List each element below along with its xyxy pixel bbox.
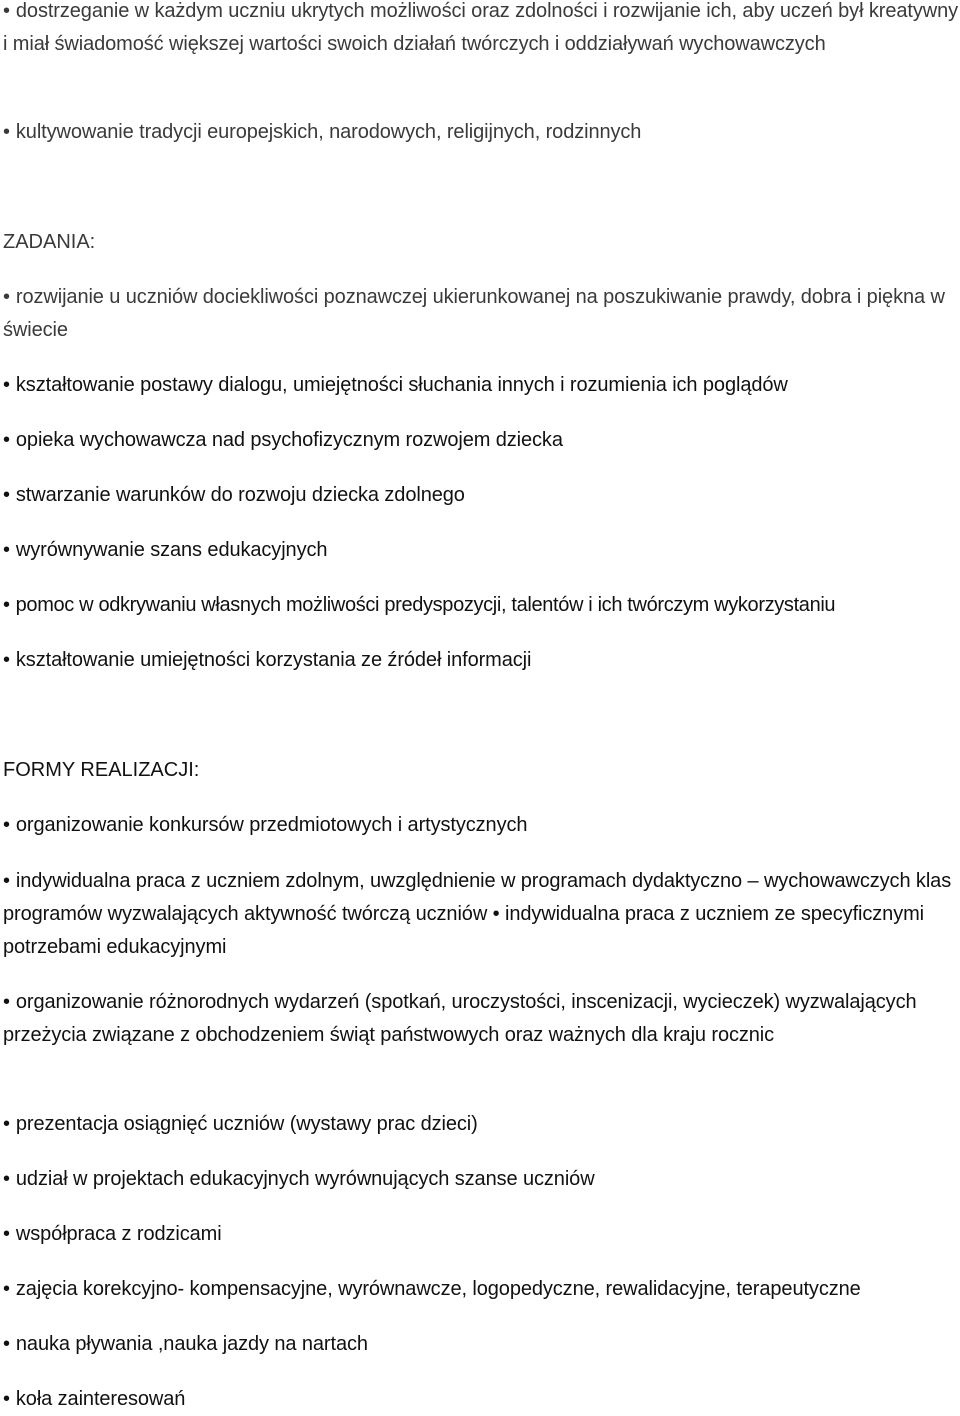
list-item-text: zajęcia korekcyjno- kompensacyjne, wyrównawcze, logopedyczne, rewalidacyjne, terapeutyczne — [15, 1278, 861, 1300]
list-item — [3, 479, 959, 512]
bullet: • — [3, 991, 10, 1013]
list-item — [3, 0, 959, 61]
list-item-text: pomoc w odkrywaniu własnych możliwości predyspozycji, talentów i ich twórczym wykorzystaniu — [15, 594, 836, 616]
list-item-text: koła zainteresowań — [15, 1388, 186, 1410]
bullet: • — [3, 286, 10, 308]
list-item — [3, 534, 959, 567]
bullet: • — [3, 649, 10, 671]
list-item-text: wyrównywanie szans edukacyjnych — [15, 539, 328, 561]
list-item — [3, 281, 959, 347]
bullet: • — [3, 594, 10, 616]
bullet: • — [3, 484, 10, 506]
list-item — [3, 986, 959, 1052]
list-item-text: organizowanie konkursów przedmiotowych i artystycznych — [15, 814, 528, 836]
list-item — [3, 865, 959, 964]
list-item-text: rozwijanie u uczniów dociekliwości poznawczej ukierunkowanej na poszukiwanie prawdy, dobra i piękna w świecie — [3, 286, 945, 341]
bullet: • — [3, 1113, 10, 1135]
list-item — [3, 1108, 959, 1141]
bullet: • — [3, 374, 10, 396]
bullet: • — [3, 0, 10, 22]
list-item — [3, 116, 959, 149]
list-item-text: stwarzanie warunków do rozwoju dziecka zdolnego — [15, 484, 465, 506]
list-item — [3, 1328, 959, 1361]
bullet: • — [3, 1278, 10, 1300]
bullet: • — [3, 1168, 10, 1190]
list-item — [3, 644, 959, 677]
list-item-text: udział w projektach edukacyjnych wyrównujących szanse uczniów — [15, 1168, 595, 1190]
bullet: • — [3, 1223, 10, 1245]
list-item — [3, 1383, 959, 1416]
list-item-text: nauka pływania ,nauka jazdy na nartach — [15, 1333, 368, 1355]
list-item — [3, 424, 959, 457]
bullet: • — [3, 870, 10, 892]
list-item-text: dostrzeganie w każdym uczniu ukrytych możliwości oraz zdolności i rozwijanie ich, aby uczeń był kreatywny i miał świadomość większej wartości swoich działań twórczych i oddziaływań wychowawczych — [3, 0, 959, 55]
section-heading-zadania: ZADANIA: — [3, 231, 96, 253]
list-item-text: opieka wychowawcza nad psychofizycznym rozwojem dziecka — [15, 429, 563, 451]
list-item-text: organizowanie różnorodnych wydarzeń (spotkań, uroczystości, inscenizacji, wycieczek) wyzwalających przeżycia związane z obchodzeniem świąt państwowych oraz ważnych dla kraju rocznic — [3, 991, 917, 1046]
bullet: • — [3, 539, 10, 561]
section-heading-formy-realizacji: FORMY REALIZACJI: — [3, 759, 200, 781]
list-item-text: współpraca z rodzicami — [15, 1223, 222, 1245]
list-item-text: kultywowanie tradycji europejskich, narodowych, religijnych, rodzinnych — [15, 121, 642, 143]
list-item-text: indywidualna praca z uczniem zdolnym, uwzględnienie w programach dydaktyczno – wychowawczych klas programów wyzwalających aktywność twórczą uczniów • indywidualna praca z uczniem ze specyficznymi potrzebami edukacyjnymi — [3, 870, 952, 958]
bullet: • — [3, 429, 10, 451]
list-item-text: kształtowanie postawy dialogu, umiejętności słuchania innych i rozumienia ich poglądów — [15, 374, 788, 396]
list-item-text: prezentacja osiągnięć uczniów (wystawy prac dzieci) — [15, 1113, 478, 1135]
list-item — [3, 1218, 959, 1251]
bullet: • — [3, 121, 10, 143]
list-item — [3, 809, 959, 842]
bullet: • — [3, 1388, 10, 1410]
bullet: • — [3, 814, 10, 836]
list-item-text: kształtowanie umiejętności korzystania ze źródeł informacji — [15, 649, 532, 671]
bullet: • — [3, 1333, 10, 1355]
list-item — [3, 1273, 959, 1306]
list-item — [3, 589, 959, 622]
list-item — [3, 369, 959, 402]
list-item — [3, 1163, 959, 1196]
